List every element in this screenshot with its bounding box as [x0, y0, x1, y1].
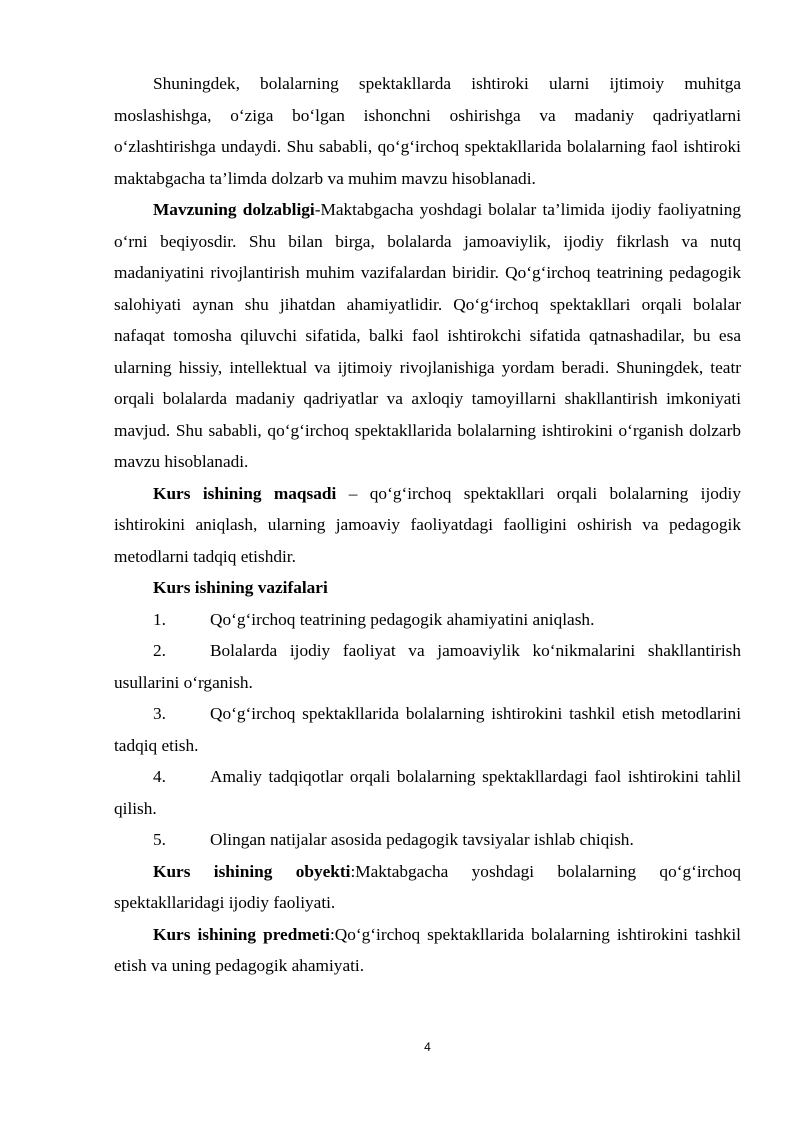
task-item-5	[114, 824, 741, 856]
tasks-heading: Kurs ishining vazifalari	[153, 578, 328, 597]
intro-paragraph: Shuningdek, bolalarning spektakllarda ishtiroki ularni ijtimoiy muhitga moslashishga, o‘ziga bo‘lgan ishonchni oshirishga va madaniy qadriyatlarni o‘zlashtirishga undaydi. Shu sababli, qo‘g‘irchoq spektakllarida bolalarning faol ishtiroki maktabgacha ta’limda dolzarb va muhim mavzu hisoblanadi.	[114, 74, 741, 188]
object-label: Kurs ishining obyekti	[153, 861, 351, 881]
task-number: 1.	[153, 609, 166, 629]
task-text: Olingan natijalar asosida pedagogik tavsiyalar ishlab chiqish.	[210, 830, 634, 849]
goal-paragraph	[114, 478, 741, 573]
relevance-label: Mavzuning dolzabligi	[153, 200, 315, 219]
object-text: :Maktabgacha yoshdagi bolalarning qo‘g‘irchoq spektakllaridagi ijodiy faoliyati.	[114, 861, 742, 912]
task-item-3	[114, 698, 741, 761]
object-paragraph	[114, 856, 741, 919]
goal-text: – qo‘g‘irchoq spektakllari orqali bolalarning ijodiy ishtirokini aniqlash, ularning jamoaviy faoliyatdagi faolligini oshirish va pedagogik metodlarni tadqiq etishdir.	[114, 483, 741, 566]
relevance-text: -Maktabgacha yoshdagi bolalar ta’limida ijodiy faoliyatning o‘rni beqiyosdir. Shu bilan birga, bolalarda jamoaviylik, ijodiy fikrlash va nutq madaniyatini rivojlantirish muhim vazifalardan biridir. Qo‘g‘irchoq teatrining pedagogik salohiyati aynan shu jihatdan ahamiyatlidir. Qo‘g‘irchoq spektakllari orqali bolalar nafaqat tomosha qiluvchi sifatida, balki faol ishtirokchi sifatida qatnashadilar, bu esa ularning hissiy, intellektual va ijtimoiy rivojlanishiga yordam beradi. Shuningdek, teatr orqali bolalarda madaniy qadriyatlar va axloqiy tamoyillarni shakllantirish imkoniyati mavjud. Shu sababli, qo‘g‘irchoq spektakllarida bolalarning ishtirokini o‘rganish dolzarb mavzu hisoblanadi.	[114, 200, 741, 471]
subject-label: Kurs ishining predmeti	[153, 924, 330, 944]
task-text: Amaliy tadqiqotlar orqali bolalarning spektakllardagi faol ishtirokini tahlil qilish.	[114, 767, 741, 818]
task-text: Qo‘g‘irchoq spektakllarida bolalarning ishtirokini tashkil etish metodlarini tadqiq etish.	[114, 704, 741, 755]
task-number: 5.	[153, 830, 166, 849]
task-number: 4.	[153, 767, 166, 786]
task-text: Qo‘g‘irchoq teatrining pedagogik ahamiyatini aniqlash.	[210, 609, 595, 629]
subject-paragraph	[114, 919, 741, 982]
relevance-paragraph	[114, 194, 741, 478]
task-item-2	[114, 635, 741, 698]
task-number: 2.	[153, 641, 166, 660]
task-item-1	[114, 604, 741, 636]
task-text: Bolalarda ijodiy faoliyat va jamoaviylik ko‘nikmalarini shakllantirish usullarini o‘rganish.	[114, 641, 741, 692]
goal-label: Kurs ishining maqsadi	[153, 483, 337, 503]
task-number: 3.	[153, 704, 166, 723]
subject-text: :Qo‘g‘irchoq spektakllarida bolalarning ishtirokini tashkil etish va uning pedagogik ahamiyati.	[114, 924, 741, 975]
page-number: 4	[424, 1040, 431, 1054]
document-page	[114, 68, 741, 982]
task-item-4	[114, 761, 741, 824]
